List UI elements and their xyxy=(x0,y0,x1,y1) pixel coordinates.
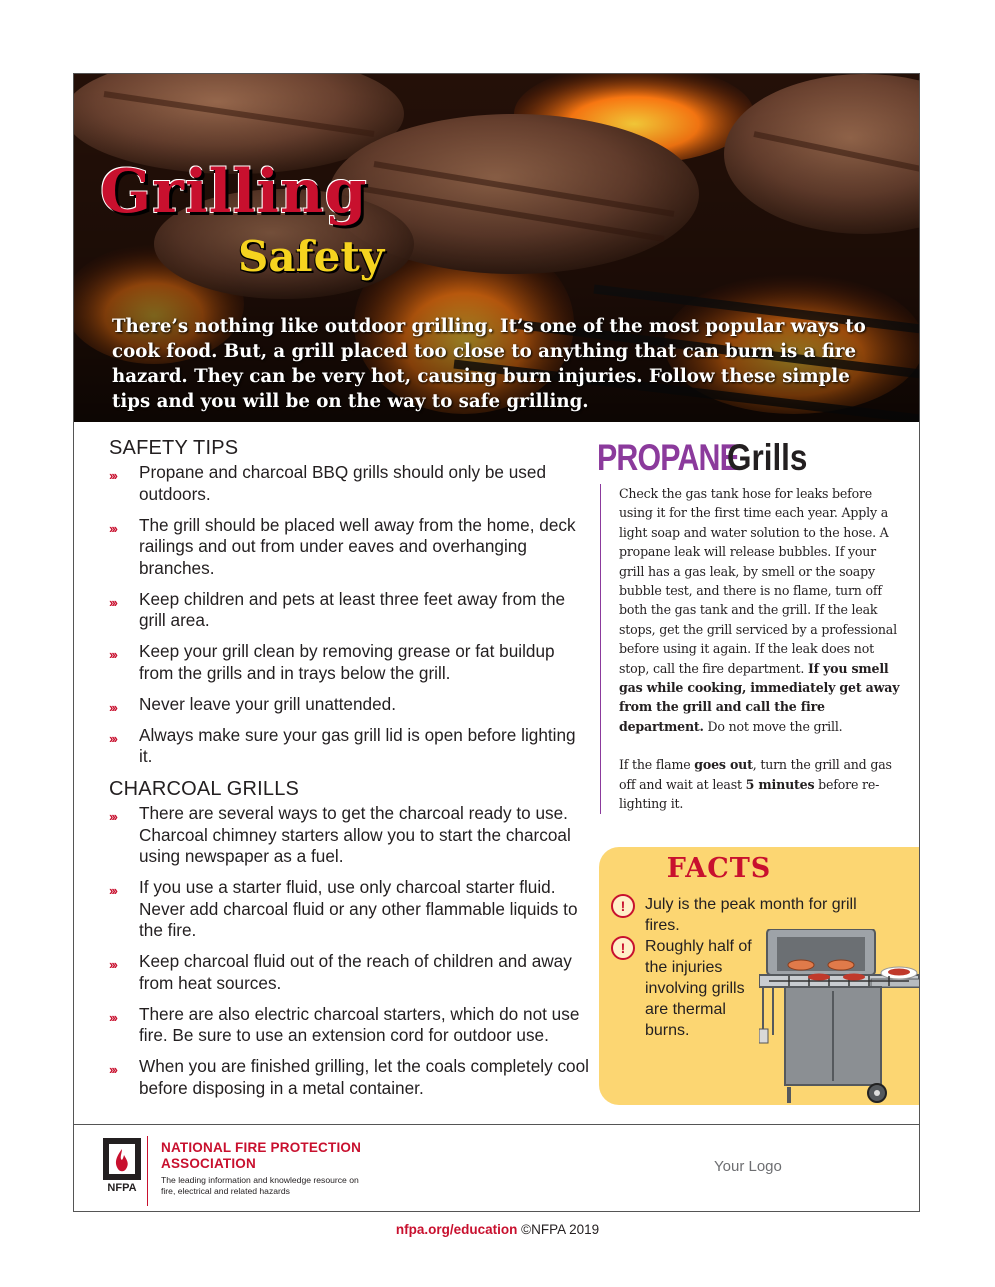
propane-text xyxy=(600,484,901,814)
nfpa-logo-icon xyxy=(102,1137,142,1195)
list-item: ››› There are several ways to get the charcoal ready to use. Charcoal chimney starters allow you to start the charcoal using newspaper as a fuel. xyxy=(109,803,571,866)
chevron-bullet-icon: ››› xyxy=(109,1062,116,1077)
title-safety: Safety xyxy=(238,232,385,281)
intro-text: There’s nothing like outdoor grilling. It’s one of the most popular ways to cook food. But, a grill placed too close to anything that can burn is a fire hazard. They can be very hot, causing burn injuries. Follow these simple tips and you will be on the way to safe grilling. xyxy=(112,316,866,412)
safety-tips-heading: SAFETY TIPS xyxy=(109,437,239,459)
propane-paragraph-2: If the flame goes out, turn the grill and gas off and wait at least 5 minutes before re-lighting it. xyxy=(619,757,892,812)
fact-item: ! July is the peak month for grill fires. xyxy=(611,894,876,936)
your-logo-placeholder: Your Logo xyxy=(714,1158,782,1175)
list-item: ››› Keep charcoal fluid out of the reach of children and away from heat sources. xyxy=(109,951,572,993)
footer-separator xyxy=(147,1136,148,1206)
chevron-bullet-icon: ››› xyxy=(109,957,116,972)
list-item: ››› The grill should be placed well away from the home, deck railings and out from under eaves and overhanging branches. xyxy=(109,514,576,578)
propane-grills-heading xyxy=(597,436,808,480)
chevron-bullet-icon: ››› xyxy=(109,699,116,715)
footer-divider xyxy=(74,1124,920,1125)
safety-tips-list xyxy=(109,462,589,768)
chevron-bullet-icon: ››› xyxy=(109,1009,116,1025)
tips-column xyxy=(109,436,589,1109)
title-grilling: Grilling xyxy=(100,157,368,227)
grills-word: Grills xyxy=(727,437,808,478)
exclamation-circle-icon: ! xyxy=(611,894,635,918)
chevron-bullet-icon: ››› xyxy=(109,730,116,746)
exclamation-circle-icon: ! xyxy=(611,936,635,960)
footer-credit xyxy=(0,1222,995,1237)
chevron-bullet-icon: ››› xyxy=(109,468,116,483)
copyright: ©NFPA 2019 xyxy=(517,1222,600,1237)
charcoal-tips-list xyxy=(109,803,589,1099)
facts-heading: FACTS xyxy=(666,853,772,884)
grill-illustration xyxy=(759,929,920,1105)
org-tagline: The leading information and knowledge resource on fire, electrical and related hazards xyxy=(161,1175,359,1196)
fact-item: ! Roughly half of the injuries involving grills are thermal burns. xyxy=(611,936,766,1041)
chevron-bullet-icon: ››› xyxy=(109,647,116,662)
nfpa-logo-text: NFPA xyxy=(107,1182,137,1194)
propane-warning: If you smell gas while cooking, immediately get away from the grill and call the fire department. xyxy=(619,660,900,734)
chevron-bullet-icon: ››› xyxy=(109,883,116,898)
propane-paragraph-1: Check the gas tank hose for leaks before using it for the first time each year. Apply a light soap and water solution to the hose. A propane leak will release bubbles. If your grill has a gas leak, by smell or the soapy bubble test, and there is no flame, turn off both the gas tank and the grill. If the leak stops, get the grill serviced by a professional before using it again. If the leak does not stop, call the fire department. If you smell gas while cooking, immediately get away from the grill and call the fire department. Do not move the grill. xyxy=(619,486,900,734)
flyer-frame xyxy=(73,73,920,1212)
list-item: ››› Always make sure your gas grill lid is open before lighting it. xyxy=(109,724,576,766)
list-item: ››› There are also electric charcoal starters, which do not use fire. Be sure to use an extension cord for outdoor use. xyxy=(109,1003,580,1045)
hero-banner xyxy=(74,74,920,422)
propane-word: PROPANE xyxy=(597,437,740,478)
chevron-bullet-icon: ››› xyxy=(109,520,116,536)
list-item: ››› When you are finished grilling, let the coals completely cool before disposing in a metal container. xyxy=(109,1056,589,1098)
list-item: ››› Propane and charcoal BBQ grills should only be used outdoors. xyxy=(109,462,547,504)
list-item: ››› If you use a starter fluid, use only charcoal starter fluid. Never add charcoal fluid or any other flammable liquids to the fire. xyxy=(109,877,578,940)
facts-box xyxy=(599,847,920,1105)
chevron-bullet-icon: ››› xyxy=(109,809,116,824)
org-name: NATIONAL FIRE PROTECTION ASSOCIATION xyxy=(161,1140,362,1171)
education-link[interactable]: nfpa.org/education xyxy=(395,1222,518,1237)
charcoal-grills-heading: CHARCOAL GRILLS xyxy=(109,778,300,800)
list-item: ››› Keep your grill clean by removing grease or fat buildup from the grills and in trays below the grill. xyxy=(109,641,555,683)
chevron-bullet-icon: ››› xyxy=(109,594,116,610)
list-item: ››› Keep children and pets at least three feet away from the grill area. xyxy=(109,588,566,630)
list-item: ››› Never leave your grill unattended. xyxy=(109,694,589,716)
